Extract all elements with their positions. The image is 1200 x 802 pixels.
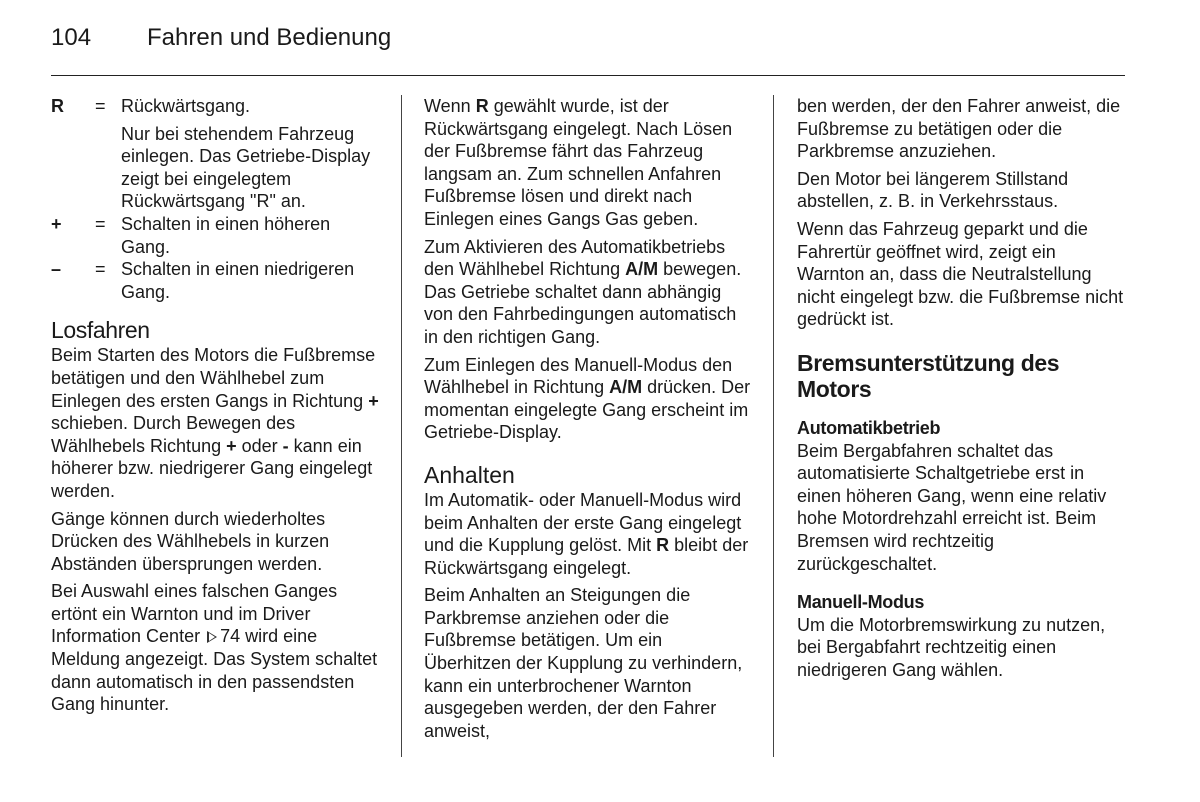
paragraph: Um die Motorbremswirkung zu nutzen, bei Bergabfahrt rechtzeitig einen niedrigeren Gang wählen. xyxy=(797,614,1106,680)
section-heading-bremsunterstuetzung: Bremsunterstützung des Motors xyxy=(797,349,1060,402)
subheading-automatikbetrieb: Automatikbetrieb xyxy=(797,417,941,438)
header-divider xyxy=(51,75,1125,76)
paragraph: Beim Anhalten an Steigungen die Parkbremse anziehen oder die Fußbremse betätigen. Um ein Überhitzen der Kupplung zu verhindern, kann ein unterbrochener Warnton ausgegeben werden, der den Fahrer anweist, xyxy=(424,585,743,741)
definition-text: Schalten in einen höheren Gang. xyxy=(121,213,331,257)
definition-equals: = xyxy=(95,213,106,234)
section-heading-anhalten: Anhalten xyxy=(424,461,515,488)
definition-note: Nur bei stehendem Fahrzeug einlegen. Das Getriebe-Display zeigt bei eingelegtem Rückwärtsgang "R" an. xyxy=(121,123,371,212)
section-heading-losfahren: Losfahren xyxy=(51,317,150,344)
paragraph: Im Automatik- oder Manuell-Modus wird beim Anhalten der erste Gang eingelegt und die Kupplung gelöst. Mit R bleibt der Rückwärtsgang eingelegt. xyxy=(424,489,749,578)
column-3 xyxy=(797,95,1127,686)
paragraph: Beim Starten des Motors die Fußbremse betätigen und den Wählhebel zum Einlegen des ersten Gangs in Richtung + schieben. Durch Bewegen des Wählhebels Richtung + oder - kann ein höherer bzw. niedrigerer Gang eingelegt werden. xyxy=(51,345,379,501)
definition-text: Rückwärtsgang. xyxy=(121,96,251,116)
definition-upshift xyxy=(51,213,381,258)
definition-symbol: + xyxy=(51,213,62,234)
paragraph: Wenn das Fahrzeug geparkt und die Fahrertür geöffnet wird, zeigt ein Warnton an, dass die Neutralstellung nicht eingelegt bzw. die Fußbremse nicht gedrückt ist. xyxy=(797,218,1124,330)
definition-symbol: R xyxy=(51,96,64,116)
definition-equals: = xyxy=(95,96,106,116)
paragraph: Zum Einlegen des Manuell-Modus den Wählhebel in Richtung A/M drücken. Der momentan eingelegte Gang erscheint im Getriebe-Display. xyxy=(424,354,751,443)
subheading-manuell-modus: Manuell-Modus xyxy=(797,592,925,613)
column-divider-2 xyxy=(773,95,774,757)
definition-text: Schalten in einen niedrigeren Gang. xyxy=(121,259,355,302)
paragraph: Beim Bergabfahren schaltet das automatisierte Schaltgetriebe erst in einen höheren Gang, wenn eine relativ hohe Motordrehzahl erreicht ist. Beim Bremsen wird rechtzeitig zurückgeschaltet. xyxy=(797,440,1107,574)
page-reference: 74 xyxy=(220,626,241,647)
column-divider-1 xyxy=(401,95,402,757)
definition-symbol: – xyxy=(51,259,62,280)
paragraph: Gänge können durch wiederholtes Drücken des Wählhebels in kurzen Abständen übersprungen werden. xyxy=(51,508,330,574)
definition-reverse xyxy=(51,95,381,118)
column-1 xyxy=(51,95,381,721)
paragraph: Wenn R gewählt wurde, ist der Rückwärtsgang eingelegt. Nach Lösen der Fußbremse fährt das Fahrzeug langsam an. Zum schnellen Anfahren Fußbremse lösen und direkt nach Einlegen eines Gangs Gas geben. xyxy=(424,96,733,229)
page-number: 104 xyxy=(51,24,92,51)
column-2 xyxy=(424,95,754,741)
paragraph: Zum Aktivieren des Automatikbetriebs den Wählhebel Richtung A/M bewegen. Das Getriebe schaltet dann abhängig von den Fahrbedingungen automatisch in den richtigen Gang. xyxy=(424,236,742,347)
chapter-title: Fahren und Bedienung xyxy=(147,24,392,51)
paragraph: Den Motor bei längerem Stillstand abstellen, z. B. in Verkehrsstaus. xyxy=(797,168,1069,212)
definition-downshift xyxy=(51,258,381,303)
page-reference-arrow-icon xyxy=(207,631,217,643)
paragraph: Bei Auswahl eines falschen Ganges ertönt ein Warnton und im Driver Information Center 74 wird eine Meldung angezeigt. Das System schaltet dann automatisch in den passendsten Gang hinunter. xyxy=(51,581,378,715)
definition-equals: = xyxy=(95,259,106,280)
page-header xyxy=(51,24,391,58)
paragraph: ben werden, der den Fahrer anweist, die Fußbremse zu betätigen oder die Parkbremse anzuziehen. xyxy=(797,96,1121,162)
